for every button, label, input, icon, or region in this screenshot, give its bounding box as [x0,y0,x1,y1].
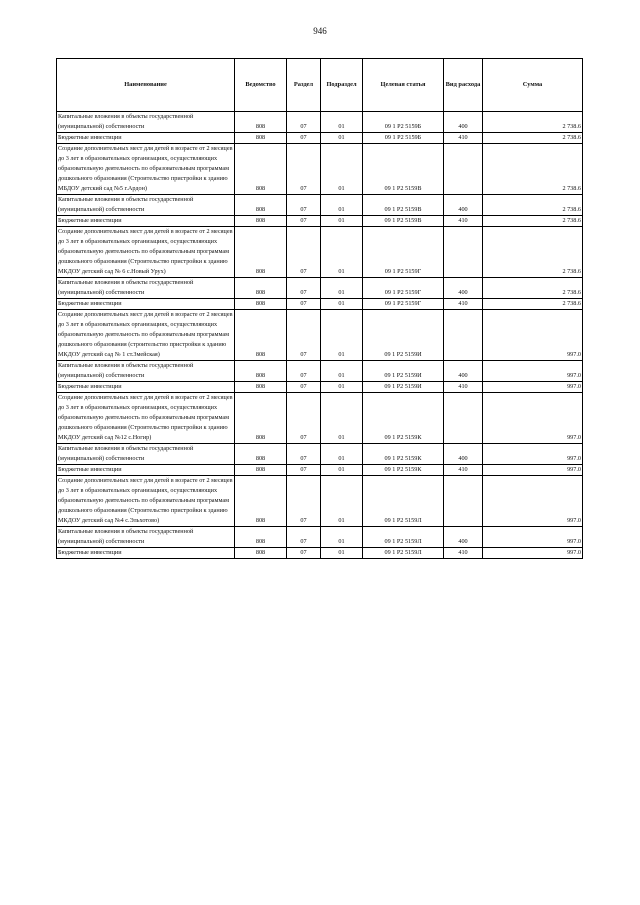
row-summa: 997.0 [483,444,583,465]
row-summa: 2 738.6 [483,112,583,133]
row-razdel: 07 [287,310,321,361]
row-name: Бюджетные инвестиции [57,465,235,476]
row-summa: 2 738.6 [483,278,583,299]
row-vid: 410 [444,465,483,476]
row-celevaya: 09 1 P2 5159К [363,465,444,476]
row-vedomstvo: 808 [235,393,287,444]
row-podrazdel: 01 [321,227,363,278]
row-name: Капитальные вложения в объекты государственной (муниципальной) собственности [57,195,235,216]
row-name: Бюджетные инвестиции [57,133,235,144]
row-vedomstvo: 808 [235,299,287,310]
row-vid: 400 [444,361,483,382]
row-vid: 410 [444,548,483,559]
row-razdel: 07 [287,548,321,559]
row-celevaya: 09 1 P2 5159Л [363,548,444,559]
row-razdel: 07 [287,361,321,382]
row-celevaya: 09 1 P2 5159В [363,144,444,195]
row-name: Бюджетные инвестиции [57,216,235,227]
row-podrazdel: 01 [321,361,363,382]
row-name: Создание дополнительных мест для детей в возрасте от 2 месяцев до 3 лет в образовательных организациях, осуществляющих образовательную деятельность по образовательным программам дошкольного образования (строительство пристройки к зданию МКДОУ детский сад № 1 ст.Змейская) [57,310,235,361]
table-row [57,310,583,361]
table-row [57,278,583,299]
row-razdel: 07 [287,112,321,133]
row-vid: 400 [444,444,483,465]
row-podrazdel: 01 [321,133,363,144]
row-vid: 410 [444,216,483,227]
row-vid [444,144,483,195]
row-name: Капитальные вложения в объекты государственной (муниципальной) собственности [57,444,235,465]
row-vedomstvo: 808 [235,216,287,227]
table-row [57,144,583,195]
table-row [57,299,583,310]
row-name: Капитальные вложения в объекты государственной (муниципальной) собственности [57,527,235,548]
table-header-row [57,59,583,112]
row-podrazdel: 01 [321,112,363,133]
table-row [57,476,583,527]
row-podrazdel: 01 [321,310,363,361]
row-celevaya: 09 1 P2 5159И [363,310,444,361]
row-name: Создание дополнительных мест для детей в возрасте от 2 месяцев до 3 лет в образовательных организациях, осуществляющих образовательную деятельность по образовательным программам дошкольного образования (Строительство пристройки к зданию МКДОУ детский сад №4 с.Эльхотово) [57,476,235,527]
row-podrazdel: 01 [321,476,363,527]
table-row [57,393,583,444]
row-podrazdel: 01 [321,195,363,216]
row-summa: 997.0 [483,382,583,393]
row-podrazdel: 01 [321,278,363,299]
table-row [57,382,583,393]
row-summa: 2 738.6 [483,227,583,278]
row-name: Капитальные вложения в объекты государственной (муниципальной) собственности [57,278,235,299]
row-podrazdel: 01 [321,548,363,559]
row-summa: 2 738.6 [483,144,583,195]
row-celevaya: 09 1 P2 5159Г [363,227,444,278]
row-podrazdel: 01 [321,393,363,444]
row-vid: 400 [444,527,483,548]
table-row [57,465,583,476]
row-vid [444,227,483,278]
row-vedomstvo: 808 [235,112,287,133]
row-razdel: 07 [287,195,321,216]
row-razdel: 07 [287,299,321,310]
table-row [57,227,583,278]
row-celevaya: 09 1 P2 5159Л [363,527,444,548]
row-summa: 997.0 [483,393,583,444]
row-vid: 410 [444,299,483,310]
row-celevaya: 09 1 P2 5159К [363,444,444,465]
row-celevaya: 09 1 P2 5159И [363,382,444,393]
row-vid: 400 [444,278,483,299]
row-summa: 2 738.6 [483,299,583,310]
row-vid [444,310,483,361]
row-summa: 997.0 [483,361,583,382]
row-vedomstvo: 808 [235,144,287,195]
row-vedomstvo: 808 [235,476,287,527]
row-celevaya: 09 1 P2 5159Л [363,476,444,527]
row-name: Создание дополнительных мест для детей в возрасте от 2 месяцев до 3 лет в образовательных организациях, осуществляющих образовательную деятельность по образовательным программам дошкольного образования (Строительство пристройки к зданию МБДОУ детский сад №5 г.Ардон) [57,144,235,195]
page-number: 946 [313,26,327,36]
row-name: Бюджетные инвестиции [57,548,235,559]
row-razdel: 07 [287,227,321,278]
row-razdel: 07 [287,216,321,227]
header-razdel: Раздел [287,59,321,112]
table-row [57,444,583,465]
row-vid: 400 [444,112,483,133]
row-vedomstvo: 808 [235,382,287,393]
row-vedomstvo: 808 [235,444,287,465]
row-celevaya: 09 1 P2 5159Г [363,278,444,299]
row-vid: 410 [444,382,483,393]
row-vedomstvo: 808 [235,465,287,476]
table-row [57,195,583,216]
row-podrazdel: 01 [321,216,363,227]
row-name: Бюджетные инвестиции [57,299,235,310]
row-summa: 997.0 [483,476,583,527]
table-row [57,548,583,559]
header-summa: Сумма [483,59,583,112]
row-razdel: 07 [287,278,321,299]
table-row [57,361,583,382]
row-vedomstvo: 808 [235,361,287,382]
row-podrazdel: 01 [321,382,363,393]
row-celevaya: 09 1 P2 5159Б [363,133,444,144]
row-razdel: 07 [287,476,321,527]
row-vid: 410 [444,133,483,144]
row-celevaya: 09 1 P2 5159В [363,195,444,216]
header-vid: Вид расхода [444,59,483,112]
row-vedomstvo: 808 [235,133,287,144]
row-celevaya: 09 1 P2 5159И [363,361,444,382]
row-vedomstvo: 808 [235,227,287,278]
row-razdel: 07 [287,382,321,393]
row-vedomstvo: 808 [235,527,287,548]
row-summa: 997.0 [483,465,583,476]
row-vid: 400 [444,195,483,216]
header-celevaya: Целевая статья [363,59,444,112]
header-name: Наименование [57,59,235,112]
row-vid [444,393,483,444]
row-vedomstvo: 808 [235,278,287,299]
budget-table [56,58,583,559]
table-row [57,112,583,133]
row-celevaya: 09 1 P2 5159Б [363,112,444,133]
row-podrazdel: 01 [321,144,363,195]
row-celevaya: 09 1 P2 5159Г [363,299,444,310]
row-podrazdel: 01 [321,527,363,548]
row-razdel: 07 [287,133,321,144]
row-name: Создание дополнительных мест для детей в возрасте от 2 месяцев до 3 лет в образовательных организациях, осуществляющих образовательную деятельность по образовательным программам дошкольного образования (Строительство пристройки к зданию МКДОУ детский сад № 6 с.Новый Урух) [57,227,235,278]
row-summa: 997.0 [483,527,583,548]
row-summa: 2 738.6 [483,216,583,227]
table-row [57,216,583,227]
row-razdel: 07 [287,527,321,548]
row-name: Капитальные вложения в объекты государственной (муниципальной) собственности [57,112,235,133]
row-razdel: 07 [287,444,321,465]
row-celevaya: 09 1 P2 5159В [363,216,444,227]
row-razdel: 07 [287,393,321,444]
header-podrazdel: Подраздел [321,59,363,112]
row-name: Капитальные вложения в объекты государственной (муниципальной) собственности [57,361,235,382]
header-vedomstvo: Ведомство [235,59,287,112]
row-summa: 2 738.6 [483,195,583,216]
table-row [57,527,583,548]
table-row [57,133,583,144]
row-name: Создание дополнительных мест для детей в возрасте от 2 месяцев до 3 лет в образовательных организациях, осуществляющих образовательную деятельность по образовательным программам дошкольного образования (Строительство пристройки к зданию МКДОУ детский сад №12 с.Ногир) [57,393,235,444]
row-summa: 997.0 [483,548,583,559]
row-summa: 2 738.6 [483,133,583,144]
row-vid [444,476,483,527]
row-summa: 997.0 [483,310,583,361]
row-podrazdel: 01 [321,299,363,310]
row-razdel: 07 [287,465,321,476]
row-vedomstvo: 808 [235,310,287,361]
row-celevaya: 09 1 P2 5159К [363,393,444,444]
row-vedomstvo: 808 [235,195,287,216]
row-podrazdel: 01 [321,444,363,465]
row-name: Бюджетные инвестиции [57,382,235,393]
row-podrazdel: 01 [321,465,363,476]
row-razdel: 07 [287,144,321,195]
row-vedomstvo: 808 [235,548,287,559]
